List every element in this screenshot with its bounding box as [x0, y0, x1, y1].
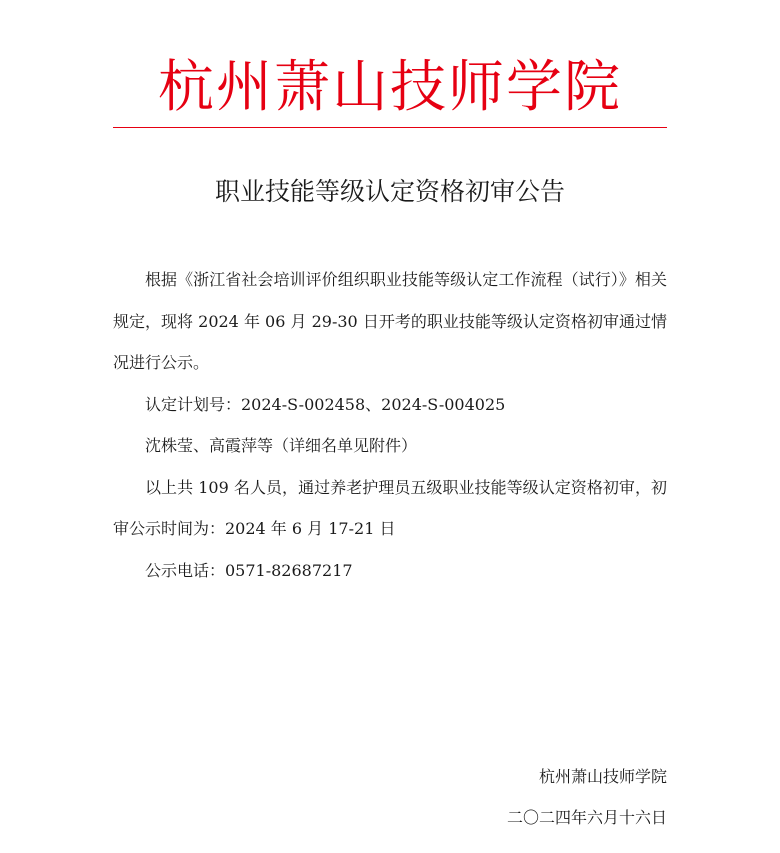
document-title: 职业技能等级认定资格初审公告	[214, 177, 565, 206]
paragraph-names: 沈株莹、高霞萍等（详细名单见附件）	[145, 436, 418, 455]
paragraph-summary: 以上共 109 名人员，通过养老护理员五级职业技能等级认定资格初审，初审公示时间为：2024 年 6 月 17-21 日	[113, 477, 667, 538]
document-body	[113, 259, 667, 591]
signature-block	[507, 756, 667, 838]
paragraph-plan-number: 认定计划号：2024-S-002458、2024-S-004025	[145, 394, 506, 414]
paragraph-phone: 公示电话：0571-82687217	[145, 560, 353, 580]
institution-header: 杭州萧山技师学院	[158, 55, 622, 120]
signature-date: 二〇二四年六月十六日	[506, 808, 667, 827]
paragraph-notice: 根据《浙江省社会培训评价组织职业技能等级认定工作流程（试行）》相关规定，现将 2024 年 06 月 29-30 日开考的职业技能等级认定资格初审通过情况进行公示。	[113, 270, 667, 372]
signature-organization: 杭州萧山技师学院	[538, 767, 667, 786]
header-red-divider	[113, 127, 667, 128]
